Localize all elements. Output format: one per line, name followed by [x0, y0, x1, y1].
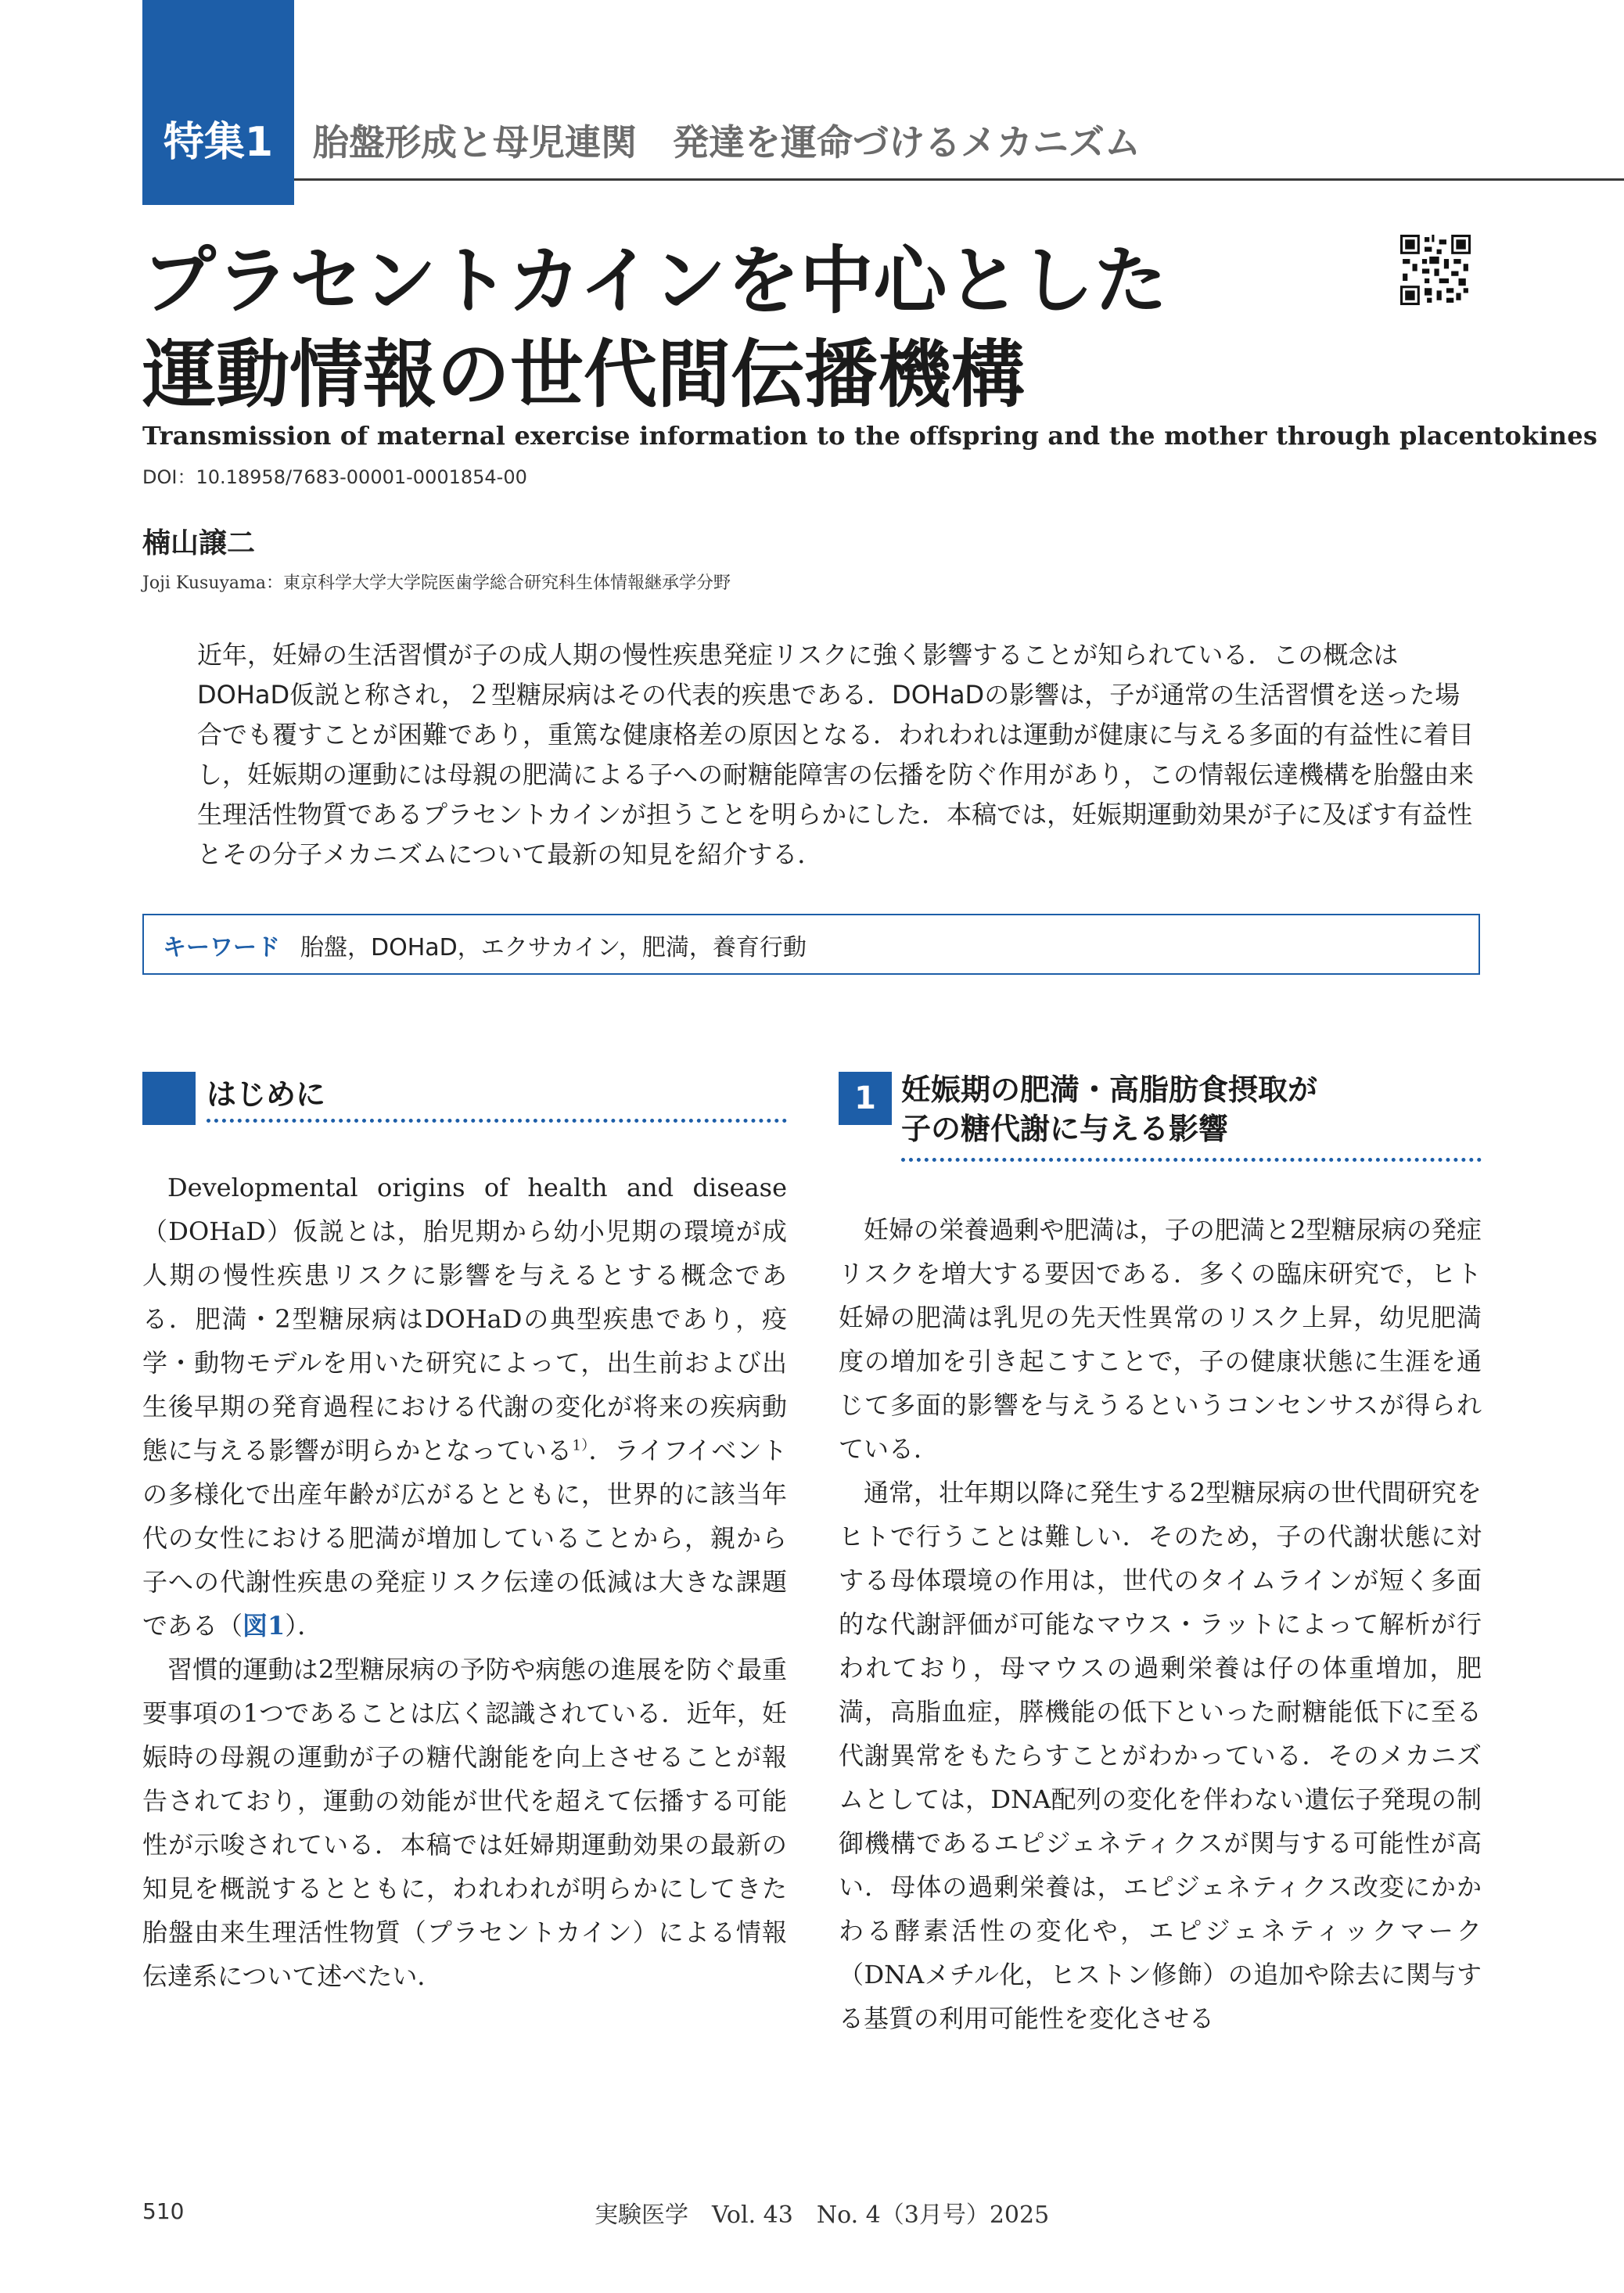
- keywords-list: 胎盤，DOHaD，エクサカイン，肥満，養育行動: [300, 934, 807, 961]
- header-rule: [294, 178, 1624, 181]
- section-1-paragraph-2: 通常，壮年期以降に発生する2型糖尿病の世代間研究をヒトで行うことは難しい．そのため，子の代謝状態に対する母体環境の作用は，世代のタイムラインが短く多面的な代謝評価が可能なマウス・ラットによって解析が行われており，母マウスの過剰栄養は仔の体重増加，肥満，高脂血症，膵機能の低下といった耐糖能低下に至る代謝異常をもたらすことがわかっている．そのメカニズムとしては，DNA配列の変化を伴わない遺伝子発現の制御機構であるエピジェネティクスが関与する可能性が高い．母体の過剰栄養は，エピジェネティクス改変にかかわる酵素活性の変化や，エピジェネティックマーク（DNAメチル化，ヒストン修飾）の追加や除去に関与する基質の利用可能性を変化させる: [839, 1478, 1482, 2033]
- section-1-paragraph-1: 妊婦の栄養過剰や肥満は，子の肥満と2型糖尿病の発症リスクを増大する要因である．多くの臨床研究で，ヒト妊婦の肥満は乳児の先天性異常のリスク上昇，幼児肥満度の増加を引き起こすことで，子の健康状態に生涯を通じて多面的影響を与えうるというコンセンサスが得られている．: [839, 1215, 1482, 1464]
- abstract: 近年，妊婦の生活習慣が子の成人期の慢性疾患発症リスクに強く影響することが知られている．この概念はDOHaD仮説と称され，２型糖尿病はその代表的疾患である．DOHaDの影響は，子が通常の生活習慣を送った場合でも覆すことが困難であり，重篤な健康格差の原因となる．われわれは運動が健康に与える多面的有益性に着目し，妊娠期の運動には母親の肥満による子への耐糖能障害の伝播を防ぐ作用があり，この情報伝達機構を胎盤由来生理活性物質であるプラセントカインが担うことを明らかにした．本稿では，妊娠期運動効果が子に及ぼす有益性とその分子メカニズムについて最新の知見を紹介する．: [197, 640, 1475, 869]
- section-marker-intro: [142, 1072, 196, 1125]
- intro-body: [142, 1166, 787, 1998]
- series-title: 胎盤形成と母児連関 発達を運命づけるメカニズム: [313, 121, 1141, 164]
- section-title-intro: はじめに: [207, 1077, 326, 1112]
- page-number: 510: [142, 2198, 185, 2224]
- intro-paragraph-1: Developmental origins of health and disease（DOHaD）仮説とは，胎児期から幼小児期の環境が成人期の慢性疾患リスクに影響を与えるとする概念である．肥満・2型糖尿病はDOHaDの典型疾患であり，疫学・動物モデルを用いた研究によって，出生前および出生後早期の発育過程における代謝の変化が将来の疾病動態に与える影響が明らかとなっている$^{1)}$．ライフイベントの多様化で出産年齢が広がるとともに，世界的に該当年代の女性における肥満が増加していることから，親から子への代謝性疾患の発症リスク伝達の低減は大きな課題である（図1）．: [142, 1173, 787, 1641]
- author-name: 楠山譲二: [142, 527, 256, 559]
- citation-ref[interactable]: 1）: [572, 1437, 589, 1454]
- article-title-line2: 運動情報の世代間伝播機構: [142, 332, 1026, 418]
- qr-code-icon[interactable]: [1400, 235, 1471, 305]
- article-title: [142, 235, 1363, 422]
- doi[interactable]: DOI：10.18958/7683-00001-0001854-00: [142, 466, 527, 488]
- keywords-label: キーワード: [163, 934, 280, 961]
- feature-tab: [142, 0, 294, 205]
- english-title: Transmission of maternal exercise information to the offspring and the mother through placentokines: [142, 421, 1598, 451]
- intro-paragraph-2: 習慣的運動は2型糖尿病の予防や病態の進展を防ぐ最重要事項の1つであることは広く認識されている．近年，妊娠時の母親の運動が子の糖代謝能を向上させることが報告されており，運動の効能が世代を超えて伝播する可能性が示唆されている．本稿では妊婦期運動効果の最新の知見を概説するとともに，われわれが明らかにしてきた胎盤由来生理活性物質（プラセントカイン）による情報伝達系について述べたい．: [142, 1655, 787, 1991]
- feature-tab-label: 特集1: [163, 119, 274, 166]
- section-number-1: 1: [839, 1072, 892, 1125]
- section-1-body: [839, 1208, 1482, 2040]
- section-title-1: 妊娠期の肥満・高脂肪食摂取が 子の糖代謝に与える影響: [901, 1073, 1318, 1146]
- section-divider-1: [901, 1158, 1482, 1162]
- author-affiliation: Joji Kusuyama：東京科学大学大学院医歯学総合研究科生体情報継承学分野: [142, 573, 731, 593]
- figure-1-link[interactable]: 図1: [243, 1611, 286, 1641]
- journal-citation: 実験医学 Vol. 43 No. 4（3月号）2025: [595, 2201, 1050, 2229]
- section-divider-intro: [207, 1119, 787, 1123]
- article-title-line1: プラセントカインを中心とした: [142, 239, 1168, 324]
